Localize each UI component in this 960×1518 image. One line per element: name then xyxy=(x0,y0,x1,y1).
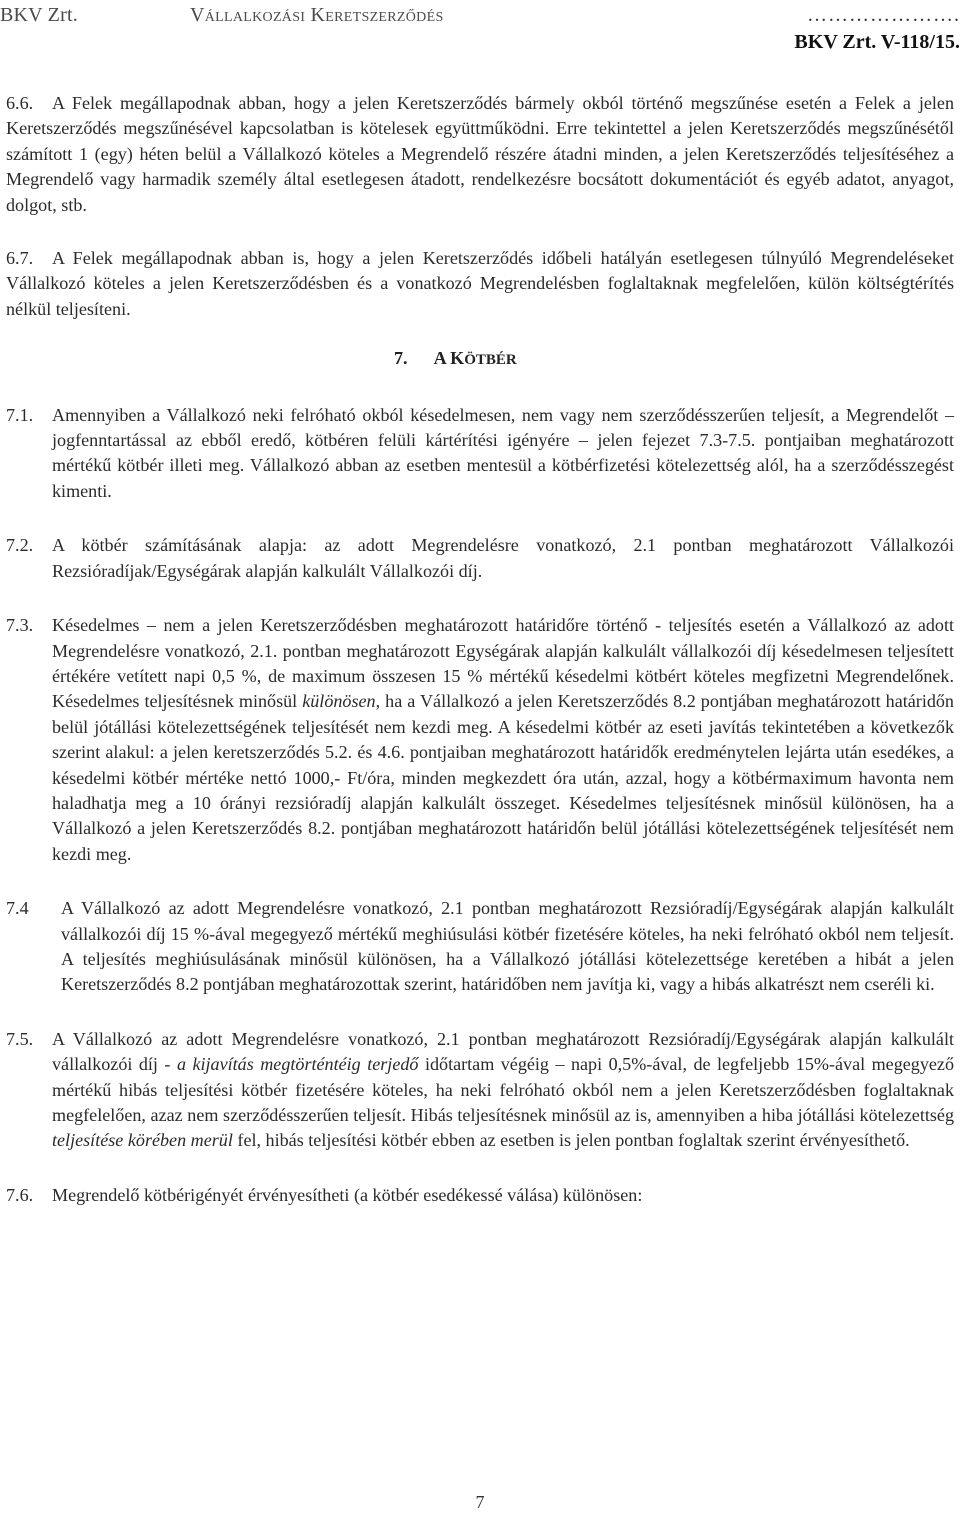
paragraph-number: 7.5. xyxy=(6,1028,34,1049)
paragraph-7-4 xyxy=(6,896,954,998)
page-number: 7 xyxy=(475,1492,485,1512)
emphasis-text: a kijavítás megtörténtéig terjedő xyxy=(176,1054,419,1075)
header-doc-title: Vállalkozási Keretszerződés xyxy=(190,4,444,26)
paragraph-7-1 xyxy=(6,403,954,505)
paragraph-number: 7.3. xyxy=(6,615,34,636)
paragraph-number: 7.2. xyxy=(6,535,34,556)
paragraph-number: 6.6. xyxy=(6,93,34,113)
paragraph-7-6 xyxy=(6,1183,954,1208)
paragraph-7-3 xyxy=(6,613,954,867)
section-number: 7. xyxy=(394,348,408,369)
paragraph-text: Késedelmes – nem a jelen Keretszerződésben meghatározott határidőre történő - teljesítés esetén a Vállalkozó az adott Megrendelésre vonatkozó, 2.1. pontban meghatározott Egységárak alapján kalkulált vállalkozói díj késedelmesen teljesített értékére vetített napi 0,5 %, de maximum összesen 15 % mértékű késedelmi kötbért köteles megfizetni Megrendelőnek. Késedelmes teljesítésnek minősül xyxy=(52,615,954,712)
paragraph-text-cont: időtartam végéig – napi 0,5%-ával, de legfeljebb 15%-ával megegyező mértékű hibás teljesítési kötbér fizetésére köteles, ha neki felróható okból nem a jelen Keretszerződésben foglaltaknak megfelelően, azaz nem szerződésszerűen teljesít. Hibás teljesítésnek minősül az is, amennyiben a hiba jótállási kötelezettség xyxy=(52,1054,954,1125)
paragraph-number: 7.6. xyxy=(6,1184,34,1205)
page-header xyxy=(0,2,960,62)
paragraph-7-5 xyxy=(6,1027,954,1154)
paragraph-text: A Vállalkozó az adott Megrendelésre vonatkozó, 2.1 pontban meghatározott Rezsióradíj/Egységárak alapján kalkulált vállalkozói díj 15 %-ával megegyező mértékű meghiúsulási kötbér fizetésére köteles, ha neki felróható okból nem teljesít. A teljesítés meghiúsulásának minősül különösen, ha a Vállalkozó jótállási kötelezettsége keretében a hibát a jelen Keretszerződés 8.2 pontjában meghatározottak szerint, határidőben nem javítja ki, vagy a hibás alkatrészt nem cseréli ki. xyxy=(61,898,954,995)
header-signature-dots: …………………. xyxy=(807,4,960,26)
paragraph-7-2 xyxy=(6,533,954,584)
paragraph-text-end: fel, hibás teljesítési kötbér ebben az esetben is jelen pontban foglaltak szerint érvényesíthető. xyxy=(232,1130,910,1151)
paragraph-text: Amennyiben a Vállalkozó neki felróható okból késedelmesen, nem vagy nem szerződésszerűen teljesít, a Megrendelőt – jogfenntartással az ebből eredő, kötbéren felüli kártérítési igényére – jelen fejezet 7.3-7.5. pontjaiban meghatározott mértékű kötbér illeti meg. Vállalkozó abban az esetben mentesül a kötbérfizetési kötelezettség alól, ha a szerződésszegést kimenti. xyxy=(52,404,954,501)
paragraph-number: 7.4 xyxy=(6,898,29,919)
paragraph-number: 7.1. xyxy=(6,404,34,425)
header-company: BKV Zrt. xyxy=(0,4,78,26)
paragraph-text: Megrendelő kötbérigényét érvényesítheti (a kötbér esedékessé válása) különösen: xyxy=(52,1184,643,1205)
section-title-rest: ÖTBÉR xyxy=(464,352,517,369)
paragraph-6-6 xyxy=(6,91,954,218)
document-body xyxy=(6,91,954,1208)
paragraph-text: A kötbér számításának alapja: az adott Megrendelésre vonatkozó, 2.1 pontban meghatározott Vállalkozói Rezsióradíjak/Egységárak alapján kalkulált Vállalkozói díj. xyxy=(52,535,954,581)
paragraph-text-cont: , ha a Vállalkozó a jelen Keretszerződés 8.2 pontjában meghatározott határidőn belül jótállási kötelezettségének teljesítését nem kezdi meg. A késedelmi kötbér az eseti javítás tekintetében a következők szerint alakul: a jelen keretszerződés 5.2. és 4.6. pontjaiban meghatározott határidők eredménytelen lejárta után esedékes, a késedelmi kötbér mértéke nettó 1000,- Ft/óra, minden megkezdett óra után, azzal, hogy a kötbérmaximum havonta nem haladhatja meg a 10 órányi rezsióradíj alapján kalkulált összeget. Késedelmes teljesítésnek minősül különösen, ha a Vállalkozó a jelen Keretszerződés 8.2. pontjában meghatározott határidőn belül jótállási kötelezettségének teljesítését nem kezdi meg. xyxy=(52,691,954,864)
paragraph-6-7 xyxy=(6,246,954,322)
emphasis-text-2: teljesítése körében merül xyxy=(52,1130,233,1151)
emphasis-text: különösen xyxy=(302,691,376,712)
header-contract-code: BKV Zrt. V-118/15. xyxy=(794,31,960,53)
paragraph-text: A Vállalkozó az adott Megrendelésre vonatkozó, 2.1 pontban meghatározott Rezsióradíj/Egységárak alapján kalkulált vállalkozói díj - xyxy=(52,1028,954,1075)
section-heading-kotber xyxy=(6,346,954,373)
paragraph-text: A Felek megállapodnak abban, hogy a jelen Keretszerződés bármely okból történő megszűnése esetén a Felek a jelen Keretszerződés megszűnésével kapcsolatban is kötelesek együttműködni. Erre tekintettel a jelen Keretszerződés megszűnésétől számított 1 (egy) héten belül a Vállalkozó köteles a Megrendelő részére átadni minden, a jelen Keretszerződés teljesítéséhez a Megrendelő vagy harmadik személy által esetlegesen átadott, rendelkezésre bocsátott dokumentációt és egyéb adatot, anyagot, dolgot, stb. xyxy=(6,93,954,215)
paragraph-text: A Felek megállapodnak abban is, hogy a jelen Keretszerződés időbeli hatályán esetlegesen túlnyúló Megrendeléseket Vállalkozó köteles a jelen Keretszerződésben és a vonatkozó Megrendelésben foglaltaknak megfelelően, külön költségtérítés nélkül teljesíteni. xyxy=(6,248,954,319)
section-title-start: A K xyxy=(433,348,465,369)
paragraph-number: 6.7. xyxy=(6,248,34,269)
